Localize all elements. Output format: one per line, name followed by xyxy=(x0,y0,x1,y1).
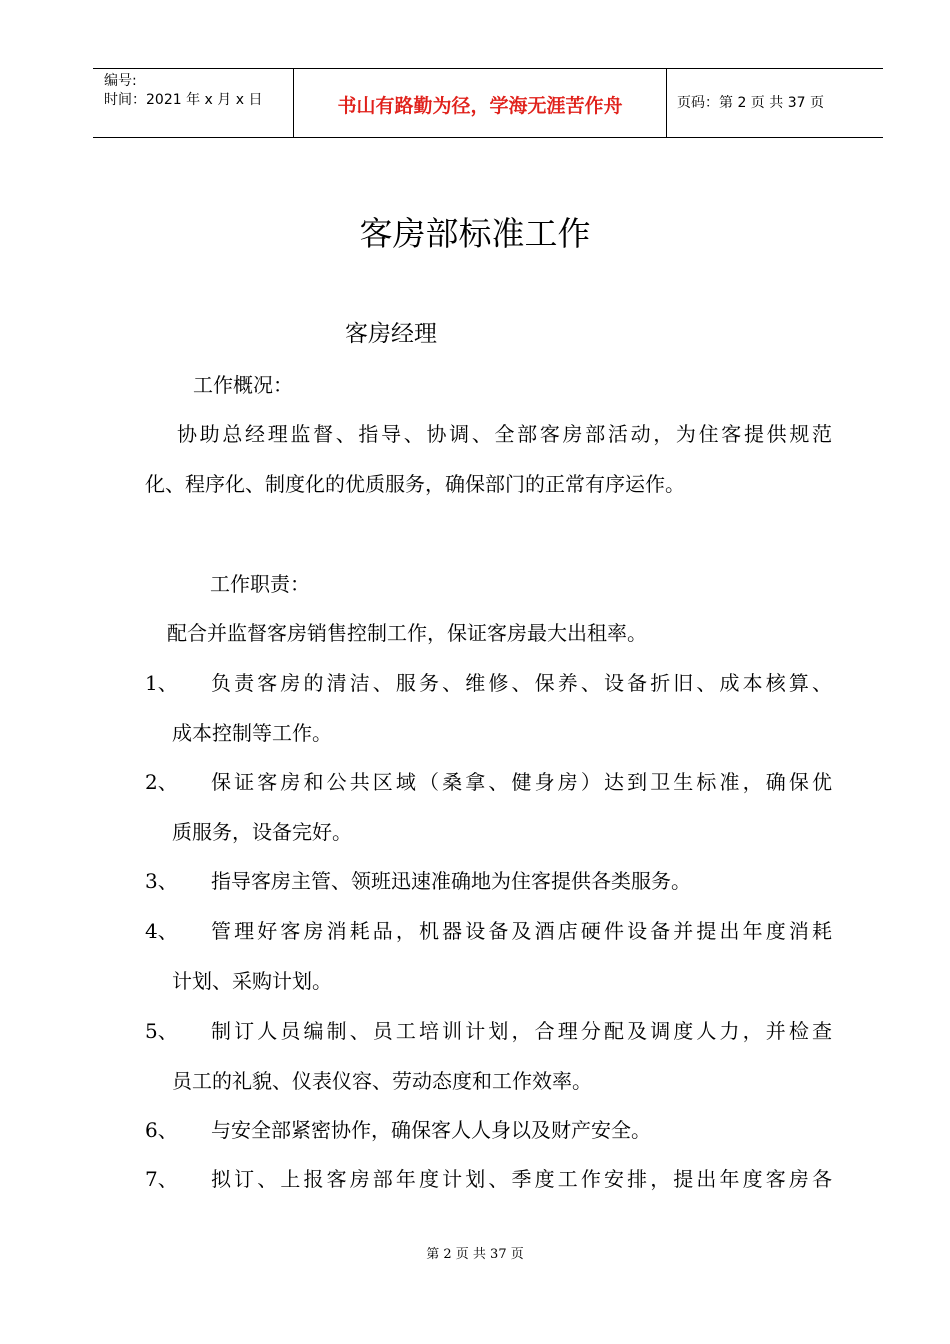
overview-paragraph-line xyxy=(177,421,832,447)
duty-number: 2、 xyxy=(145,770,178,794)
duty-continuation: 员工的礼貌、仪表仪容、劳动态度和工作效率。 xyxy=(172,1069,592,1093)
header-info-cell xyxy=(93,69,294,137)
overview-line-1: 协助总经理监督、指导、协调、全部客房部活动，为住客提供规范 xyxy=(177,422,832,446)
duties-intro: 配合并监督客房销售控制工作，保证客房最大出租率。 xyxy=(167,621,647,645)
duty-item-line xyxy=(211,769,832,795)
header-page-cell xyxy=(667,69,883,137)
header-motto: 书山有路勤为径，学海无涯苦作舟 xyxy=(337,95,623,117)
duty-item-line xyxy=(211,918,832,944)
header-page-number: 页码：第 2 页 共 37 页 xyxy=(677,95,824,111)
document-title: 客房部标准工作 xyxy=(359,214,591,253)
duty-text: 负责客房的清洁、服务、维修、保养、设备折旧、成本核算、 xyxy=(211,671,832,695)
duty-number: 4、 xyxy=(145,919,178,943)
duty-continuation: 质服务，设备完好。 xyxy=(172,820,352,844)
header-motto-cell xyxy=(294,69,667,137)
duty-number: 1、 xyxy=(145,671,178,695)
serial-number-label: 编号: xyxy=(104,73,137,89)
duty-item-line xyxy=(211,1018,832,1044)
duty-number: 3、 xyxy=(145,869,178,893)
page-header xyxy=(93,68,883,138)
duty-text: 制订人员编制、员工培训计划，合理分配及调度人力，并检查 xyxy=(211,1019,832,1043)
duty-item-line xyxy=(211,1166,832,1192)
duties-heading: 工作职责： xyxy=(210,572,310,596)
duty-number: 5、 xyxy=(145,1019,178,1043)
duty-text: 保证客房和公共区域（桑拿、健身房）达到卫生标准，确保优 xyxy=(211,770,832,794)
duty-text: 拟订、上报客房部年度计划、季度工作安排，提出年度客房各 xyxy=(211,1167,832,1191)
duty-continuation: 计划、采购计划。 xyxy=(172,969,332,993)
duty-text: 与安全部紧密协作，确保客人人身以及财产安全。 xyxy=(211,1118,651,1142)
section-title: 客房经理 xyxy=(345,321,437,347)
page-footer: 第 2 页 共 37 页 xyxy=(426,1247,524,1262)
overview-heading: 工作概况： xyxy=(193,373,293,397)
date-label: 时间：2021 年 x 月 x 日 xyxy=(104,92,263,108)
overview-line-2: 化、程序化、制度化的优质服务，确保部门的正常有序运作。 xyxy=(145,472,685,496)
duty-item-line xyxy=(211,670,832,696)
duty-number: 7、 xyxy=(145,1167,178,1191)
duty-continuation: 成本控制等工作。 xyxy=(172,721,332,745)
duty-number: 6、 xyxy=(145,1118,178,1142)
duty-text: 指导客房主管、领班迅速准确地为住客提供各类服务。 xyxy=(211,869,691,893)
duty-text: 管理好客房消耗品，机器设备及酒店硬件设备并提出年度消耗 xyxy=(211,919,832,943)
